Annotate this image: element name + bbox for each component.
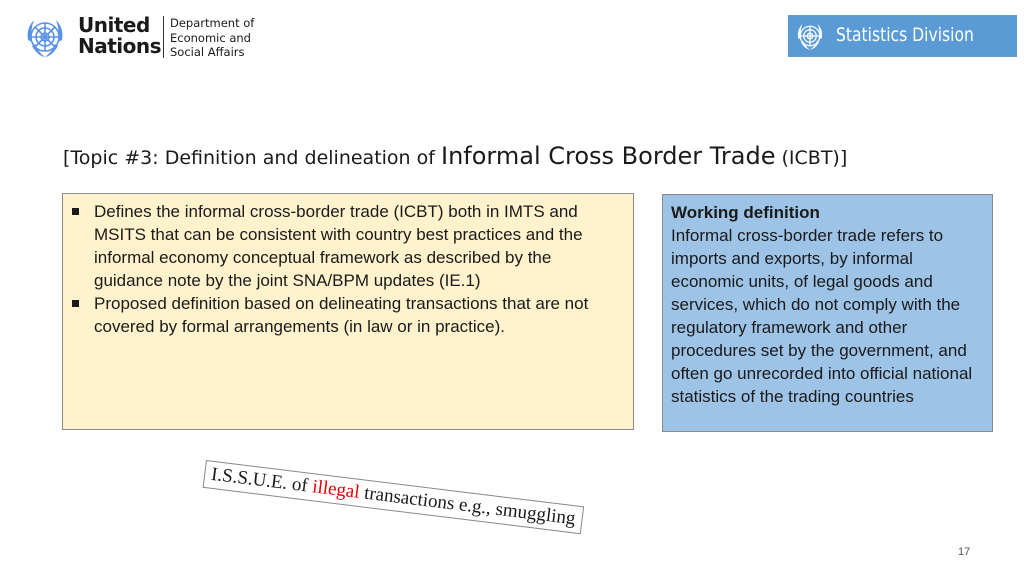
page-number: 17 (958, 546, 971, 558)
statistics-division-logo (788, 15, 1017, 57)
desa-line1: Department of (170, 16, 255, 30)
title-suffix: (ICBT)] (775, 147, 848, 169)
working-definition-heading: Working definition (671, 203, 820, 222)
working-definition-box (662, 194, 993, 432)
bullet-item (94, 200, 623, 292)
un-name (78, 15, 161, 57)
square-bullet-icon (72, 208, 79, 215)
statistics-division-label: Statistics Division (836, 24, 974, 46)
desa-line3: Social Affairs (170, 45, 245, 59)
un-name-line1: United (78, 13, 150, 37)
un-name-line2: Nations (78, 34, 162, 58)
slide-title (63, 142, 847, 170)
un-emblem-icon (794, 20, 826, 52)
issue-prefix: I.S.S.U.E. of (210, 463, 314, 498)
bullet-list (63, 194, 633, 338)
issue-suffix: transactions e.g., smuggling (358, 482, 577, 530)
un-desa-logo (22, 14, 262, 60)
square-bullet-icon (72, 300, 79, 307)
title-highlight: Informal Cross Border Trade (441, 142, 776, 170)
desa-line2: Economic and (170, 30, 251, 45)
issue-note (203, 460, 584, 534)
desa-name (170, 16, 254, 60)
un-emblem-icon (22, 14, 68, 60)
bullet-text: Defines the informal cross-border trade (ICBT) both in IMTS and MSITS that can be consistent with country best practices and the informal economy conceptual framework as described by the guidance note by the joint SNA/BPM updates (IE.1) (94, 202, 583, 290)
working-definition-text: Informal cross-border trade refers to imports and exports, by informal economic units, of legal goods and services, which do not comply with the regulatory framework and other procedures set by the government, and often go unrecorded into official national statistics of the trading countries (671, 226, 973, 406)
bullet-item (94, 292, 623, 338)
description-box (62, 193, 634, 430)
issue-highlight: illegal (311, 476, 361, 503)
bullet-text: Proposed definition based on delineating transactions that are not covered by formal arrangements (in law or in practice). (94, 294, 589, 336)
logo-divider (163, 16, 164, 58)
title-prefix: [Topic #3: Definition and delineation of (63, 147, 441, 169)
